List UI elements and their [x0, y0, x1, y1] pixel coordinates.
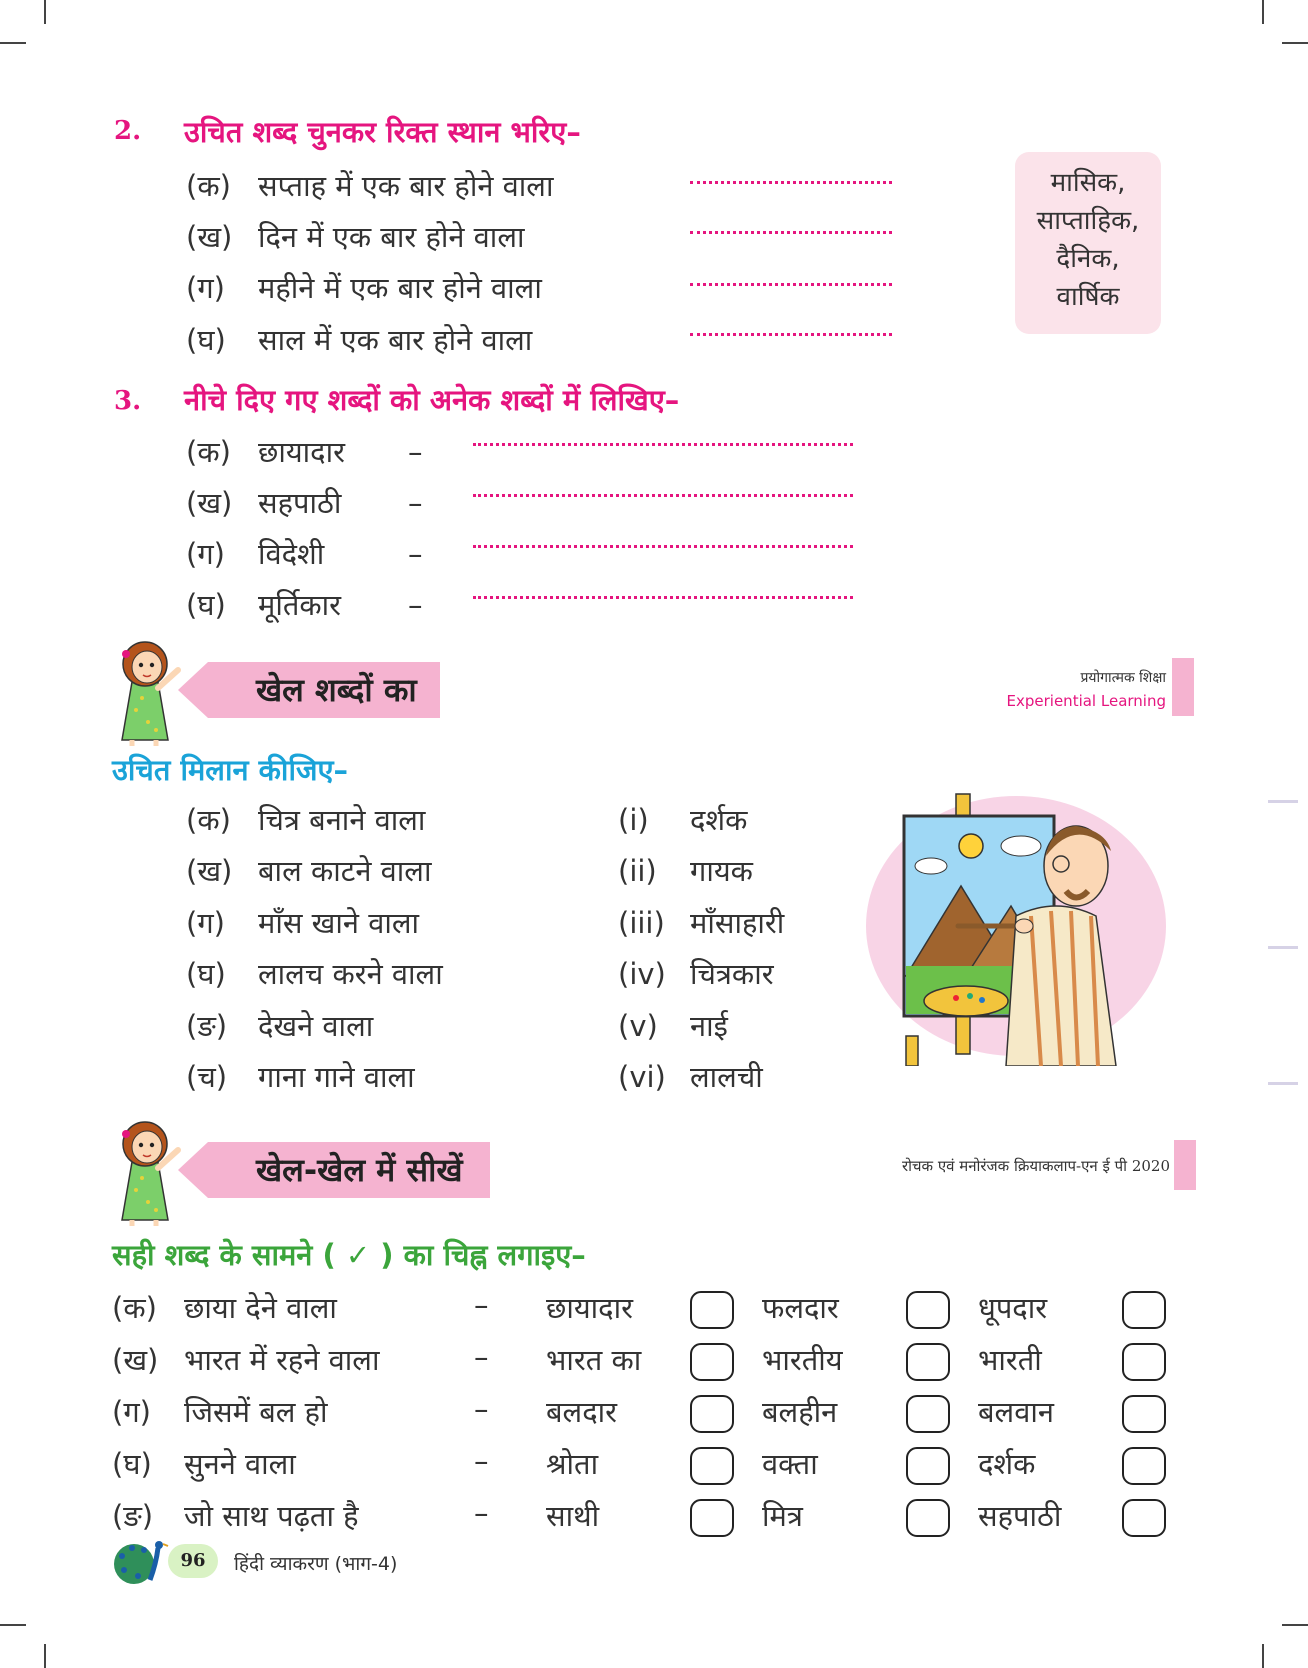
tick-checkbox[interactable]	[1122, 1291, 1166, 1329]
banner-arrow	[178, 662, 208, 718]
dash: –	[408, 588, 423, 622]
item-text: छायादार	[258, 435, 345, 469]
item-label: (ख)	[112, 1343, 159, 1377]
dash: –	[408, 537, 423, 571]
crop-mark	[44, 1644, 46, 1668]
match-left-item: (घ) लालच करने वाला	[186, 957, 443, 991]
hint-word: मासिक,	[1050, 168, 1126, 198]
tick-checkbox[interactable]	[690, 1395, 734, 1433]
option-word: धूपदार	[978, 1291, 1048, 1325]
section-banner: खेल-खेल में सीखें	[208, 1142, 490, 1198]
list-item	[186, 585, 423, 624]
tick-row-label	[112, 1444, 296, 1483]
match-right-item: (vi) लालची	[618, 1060, 763, 1094]
tick-checkbox[interactable]	[1122, 1447, 1166, 1485]
section-banner: खेल शब्दों का	[208, 662, 440, 718]
dash: –	[474, 1340, 489, 1374]
tick-checkbox[interactable]	[1122, 1395, 1166, 1433]
option-word: मित्र	[762, 1499, 803, 1533]
item-label: (घ)	[186, 323, 226, 357]
tick-row-label	[112, 1340, 379, 1379]
item-label: (क)	[112, 1291, 157, 1325]
tick-checkbox[interactable]	[906, 1291, 950, 1329]
tick-checkbox[interactable]	[906, 1447, 950, 1485]
item-label: (घ)	[186, 588, 226, 622]
item-text: छाया देने वाला	[184, 1291, 337, 1325]
answer-blank[interactable]	[690, 231, 892, 234]
question-title: उचित शब्द चुनकर रिक्त स्थान भरिए–	[184, 115, 581, 149]
crop-mark	[1262, 1644, 1264, 1668]
tick-checkbox[interactable]	[690, 1447, 734, 1485]
crop-mark	[44, 0, 46, 24]
item-label: (ख)	[186, 220, 233, 254]
side-tag	[1172, 658, 1194, 716]
item-text: जो साथ पढ़ता है	[184, 1499, 359, 1533]
list-item	[186, 268, 542, 307]
tick-row-label	[112, 1288, 337, 1327]
answer-blank[interactable]	[690, 333, 892, 336]
dash: –	[474, 1288, 489, 1322]
list-item	[186, 320, 532, 359]
section-tag: रोचक एवं मनोरंजक क्रियाकलाप-एन ई पी 2020	[902, 1157, 1170, 1175]
option-word: भारत का	[546, 1343, 642, 1377]
tick-checkbox[interactable]	[906, 1395, 950, 1433]
item-label: (घ)	[112, 1447, 152, 1481]
peacock-icon	[112, 1534, 172, 1590]
answer-blank[interactable]	[690, 181, 892, 184]
item-text: जिसमें बल हो	[184, 1395, 328, 1429]
dash: –	[474, 1496, 489, 1530]
item-label: (ङ)	[112, 1499, 154, 1533]
tick-checkbox[interactable]	[1122, 1343, 1166, 1381]
tick-row-label	[112, 1496, 359, 1535]
match-left-item: (ग) माँस खाने वाला	[186, 906, 420, 940]
hint-word: साप्ताहिक,	[1036, 206, 1140, 236]
item-text: सप्ताह में एक बार होने वाला	[258, 169, 554, 203]
hint-word: दैनिक,	[1056, 244, 1120, 274]
option-word: दर्शक	[978, 1447, 1036, 1481]
question-number: 3.	[114, 386, 142, 416]
question-title: नीचे दिए गए शब्दों को अनेक शब्दों में लिखिए–	[184, 383, 680, 417]
match-right-item: (iv) चित्रकार	[618, 957, 774, 991]
tick-checkbox[interactable]	[690, 1343, 734, 1381]
item-text: मूर्तिकार	[258, 588, 342, 622]
tick-checkbox[interactable]	[1122, 1499, 1166, 1537]
match-right-item: (iii) माँसाहारी	[618, 906, 785, 940]
tick-checkbox[interactable]	[690, 1291, 734, 1329]
painter-illustration	[866, 786, 1166, 1066]
item-text: दिन में एक बार होने वाला	[258, 220, 525, 254]
match-right-item: (ii) गायक	[618, 854, 753, 888]
option-word: भारती	[978, 1343, 1042, 1377]
item-text: भारत में रहने वाला	[184, 1343, 380, 1377]
list-item	[186, 483, 423, 522]
item-label: (क)	[186, 435, 231, 469]
option-word: सहपाठी	[978, 1499, 1062, 1533]
option-word: बलहीन	[762, 1395, 838, 1429]
dash: –	[474, 1444, 489, 1478]
crop-mark	[1282, 1624, 1308, 1626]
list-item	[186, 166, 553, 205]
list-item	[186, 432, 423, 471]
section-tag-hindi: प्रयोगात्मक शिक्षा	[1080, 670, 1166, 686]
option-word: बलदार	[546, 1395, 617, 1429]
crop-mark	[0, 42, 26, 44]
match-left-item: (ङ) देखने वाला	[186, 1009, 374, 1043]
option-word: भारतीय	[762, 1343, 843, 1377]
option-word: फलदार	[762, 1291, 839, 1325]
match-left-item: (च) गाना गाने वाला	[186, 1060, 415, 1094]
option-word: छायादार	[546, 1291, 633, 1325]
list-item	[186, 534, 423, 573]
item-text: सुनने वाला	[184, 1447, 296, 1481]
option-word: साथी	[546, 1499, 600, 1533]
edge-mark	[1268, 1082, 1298, 1085]
dash: –	[474, 1392, 489, 1426]
item-label: (ग)	[186, 271, 225, 305]
answer-blank[interactable]	[473, 545, 853, 548]
banner-arrow	[178, 1142, 208, 1198]
tick-checkbox[interactable]	[690, 1499, 734, 1537]
tick-row-label	[112, 1392, 328, 1431]
word-hint-box	[1015, 152, 1161, 334]
exercise-title: सही शब्द के सामने ( ✓ ) का चिह्न लगाइए–	[112, 1238, 586, 1272]
match-right-item: (i) दर्शक	[618, 803, 748, 837]
list-item	[186, 217, 525, 256]
dash: –	[408, 486, 423, 520]
answer-blank[interactable]	[473, 596, 853, 599]
hint-word: वार्षिक	[1056, 282, 1120, 312]
item-label: (क)	[186, 169, 231, 203]
crop-mark	[0, 1624, 26, 1626]
item-text: साल में एक बार होने वाला	[258, 323, 533, 357]
item-label: (ग)	[112, 1395, 151, 1429]
dash: –	[408, 435, 423, 469]
match-left-item: (क) चित्र बनाने वाला	[186, 803, 426, 837]
item-text: विदेशी	[258, 537, 325, 571]
crop-mark	[1262, 0, 1264, 24]
edge-mark	[1268, 946, 1298, 949]
match-left-item: (ख) बाल काटने वाला	[186, 854, 432, 888]
item-label: (ग)	[186, 537, 225, 571]
answer-blank[interactable]	[690, 283, 892, 286]
question-number: 2.	[114, 116, 142, 146]
section-tag-english: Experiential Learning	[1006, 692, 1166, 710]
page-number: 96	[168, 1544, 218, 1578]
item-text: महीने में एक बार होने वाला	[258, 271, 542, 305]
item-label: (ख)	[186, 486, 233, 520]
option-word: वक्ता	[762, 1447, 818, 1481]
answer-blank[interactable]	[473, 494, 853, 497]
crop-mark	[1282, 42, 1308, 44]
side-tag	[1174, 1140, 1196, 1190]
item-text: सहपाठी	[258, 486, 342, 520]
option-word: बलवान	[978, 1395, 1054, 1429]
answer-blank[interactable]	[473, 443, 853, 446]
exercise-title: उचित मिलान कीजिए–	[112, 753, 349, 787]
book-title: हिंदी व्याकरण (भाग-4)	[234, 1553, 398, 1575]
option-word: श्रोता	[546, 1447, 599, 1481]
edge-mark	[1268, 800, 1298, 803]
match-right-item: (v) नाई	[618, 1009, 728, 1043]
tick-checkbox[interactable]	[906, 1343, 950, 1381]
tick-checkbox[interactable]	[906, 1499, 950, 1537]
